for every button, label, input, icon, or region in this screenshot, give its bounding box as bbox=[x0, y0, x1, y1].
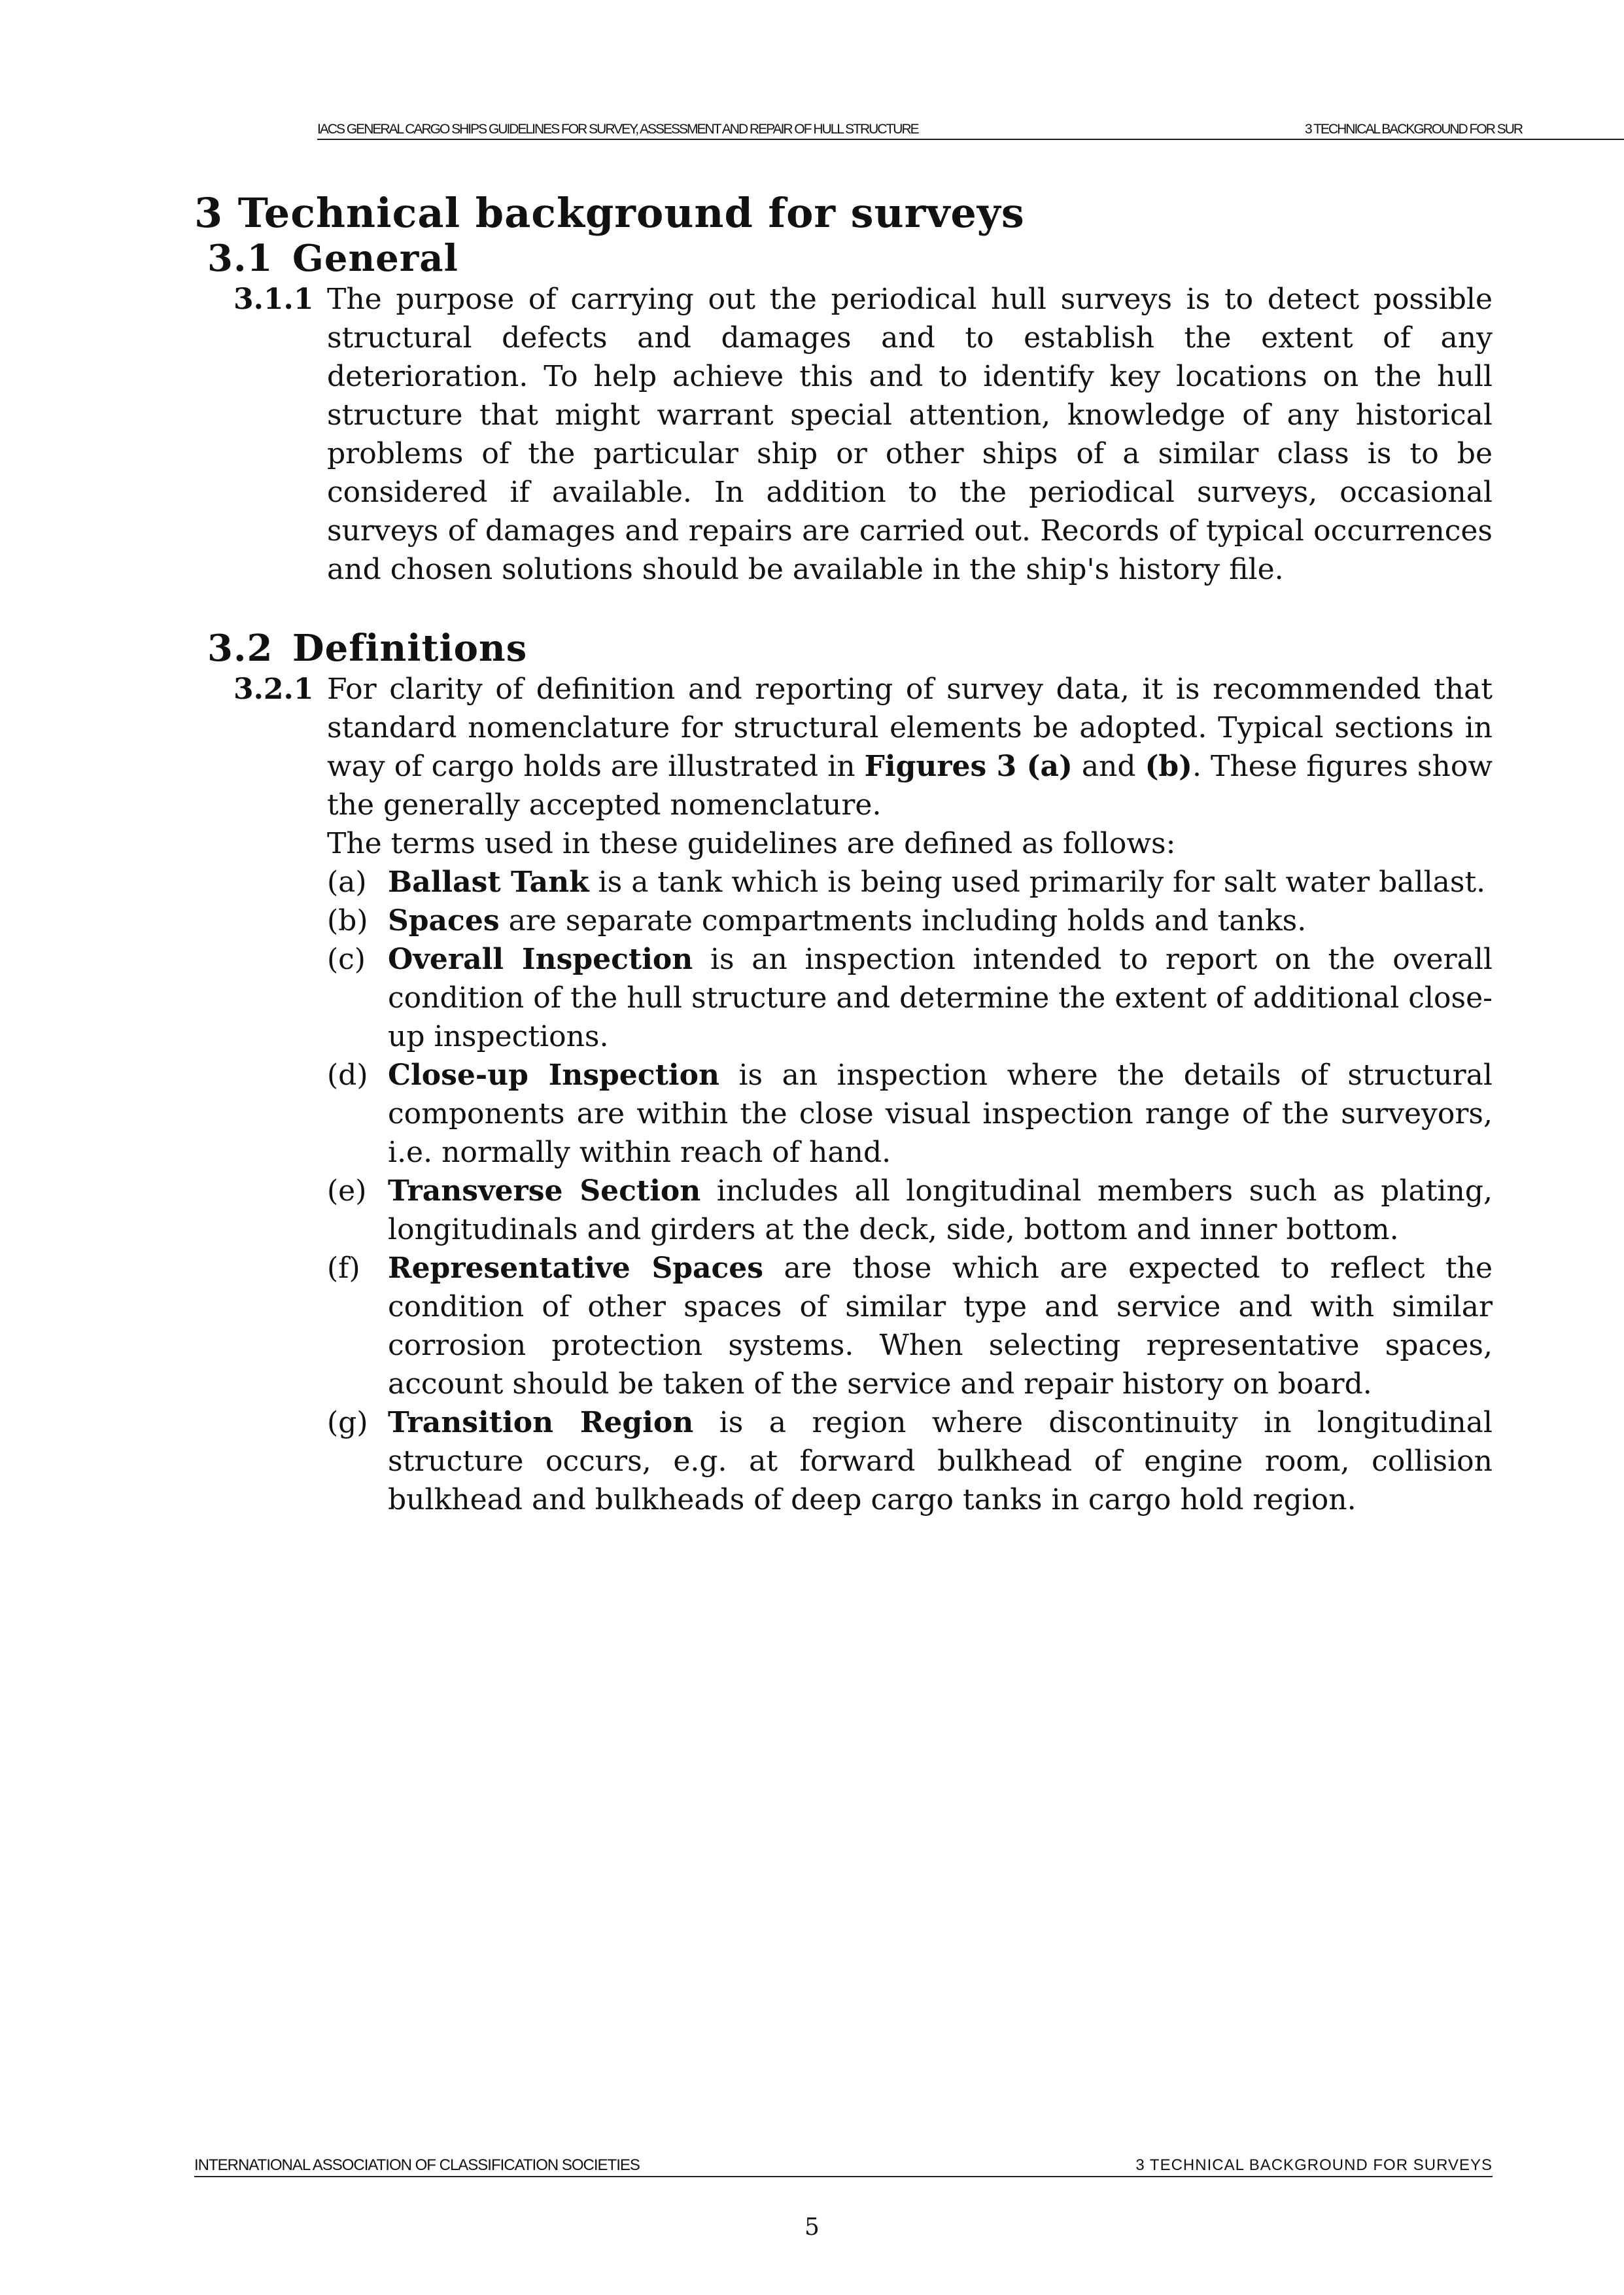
definition-item bbox=[327, 1403, 1493, 1519]
definition-text: is an inspection intended to report on the overall condition of the hull structure and determine the extent of additional close-up inspections. bbox=[388, 943, 1493, 1053]
defined-term: Ballast Tank bbox=[388, 866, 589, 899]
paragraph-3-1-1 bbox=[194, 280, 1493, 589]
figure-reference: (b) bbox=[1145, 750, 1192, 783]
definition-text: is a tank which is being used primarily for salt water ballast. bbox=[589, 866, 1486, 899]
defined-term: Transverse Section bbox=[388, 1174, 701, 1208]
definition-text: is an inspection where the details of structural components are within the close visual inspection range of the surveyors, i.e. normally within reach of hand. bbox=[388, 1059, 1493, 1169]
paragraph-text: and bbox=[1072, 750, 1145, 783]
list-marker: (d) bbox=[327, 1059, 368, 1092]
definition-text: includes all longitudinal members such as plating, longitudinals and girders at the deck, side, bottom and inner bottom. bbox=[388, 1174, 1493, 1246]
section-title: General bbox=[292, 237, 458, 280]
footer-organization: INTERNATIONAL ASSOCIATION OF CLASSIFICATION SOCIETIES bbox=[194, 2156, 640, 2174]
section-number: 3.2 bbox=[207, 627, 273, 670]
running-footer bbox=[194, 2156, 1493, 2176]
section-title: Definitions bbox=[292, 627, 528, 670]
defined-term: Overall Inspection bbox=[388, 943, 693, 976]
defined-term: Close-up Inspection bbox=[388, 1059, 719, 1092]
header-rule bbox=[317, 139, 1624, 140]
definition-text: is a region where discontinuity in longitudinal structure occurs, e.g. at forward bulkhead of engine room, collision bulkhead and bulkheads of deep cargo tanks in cargo hold region. bbox=[388, 1406, 1493, 1516]
defined-term: Representative Spaces bbox=[388, 1252, 764, 1285]
list-marker: (g) bbox=[327, 1406, 368, 1439]
list-marker: (e) bbox=[327, 1174, 367, 1208]
chapter-title: 3 Technical background for surveys bbox=[194, 189, 1025, 237]
definition-item bbox=[327, 1249, 1493, 1403]
list-marker: (c) bbox=[327, 943, 366, 976]
paragraph-number: 3.1.1 bbox=[233, 283, 314, 316]
section-heading-definitions bbox=[207, 627, 1493, 670]
paragraph-number: 3.2.1 bbox=[233, 673, 314, 706]
section-heading-general bbox=[207, 237, 1493, 280]
definition-item bbox=[327, 863, 1493, 902]
list-marker: (b) bbox=[327, 904, 368, 937]
paragraph-3-2-1 bbox=[194, 670, 1493, 824]
footer-chapter-title: 3 TECHNICAL BACKGROUND FOR SURVEYS bbox=[1135, 2156, 1493, 2174]
definition-item bbox=[327, 1172, 1493, 1249]
defined-term: Transition Region bbox=[388, 1406, 694, 1439]
definition-item bbox=[327, 902, 1493, 940]
paragraph-text: . These figures show the generally accepted nomenclature. bbox=[327, 750, 1493, 822]
figure-reference: Figures 3 (a) bbox=[864, 750, 1073, 783]
definition-item bbox=[327, 940, 1493, 1056]
terms-intro: The terms used in these guidelines are defined as follows: bbox=[327, 827, 1176, 860]
paragraph-text: For clarity of definition and reporting of survey data, it is recommended that standard nomenclature for structural elements be adopted. Typical sections in way of cargo holds are illustrated in bbox=[327, 673, 1493, 783]
list-marker: (a) bbox=[327, 866, 367, 899]
definitions-list bbox=[194, 863, 1493, 1519]
page-content bbox=[194, 190, 1493, 1519]
footer-rule bbox=[194, 2176, 1493, 2177]
definition-item bbox=[327, 1056, 1493, 1172]
page-number: 5 bbox=[804, 2214, 820, 2241]
definition-text: are those which are expected to reflect the condition of other spaces of similar type and service and with similar corrosion protection systems. When selecting representative spaces, account should be taken of the service and repair history on board. bbox=[388, 1252, 1493, 1401]
running-header-document-title: IACS GENERAL CARGO SHIPS GUIDELINES FOR SURVEY, ASSESSMENT AND REPAIR OF HULL STRUCTURE bbox=[317, 122, 918, 137]
definition-text: are separate compartments including holds and tanks. bbox=[499, 904, 1307, 937]
defined-term: Spaces bbox=[388, 904, 500, 937]
paragraph-text: The purpose of carrying out the periodical hull surveys is to detect possible structural defects and damages and to establish the extent of any deterioration. To help achieve this and to identify key locations on the hull structure that might warrant special attention, knowledge of any historical problems of the particular ship or other ships of a similar class is to be considered if available. In addition to the periodical surveys, occasional surveys of damages and repairs are carried out. Records of typical occurrences and chosen solutions should be available in the ship's history file. bbox=[327, 283, 1493, 586]
running-header bbox=[317, 122, 1624, 141]
section-number: 3.1 bbox=[207, 237, 273, 280]
list-marker: (f) bbox=[327, 1252, 360, 1285]
running-header-chapter-title: 3 TECHNICAL BACKGROUND FOR SUR bbox=[1305, 122, 1523, 137]
